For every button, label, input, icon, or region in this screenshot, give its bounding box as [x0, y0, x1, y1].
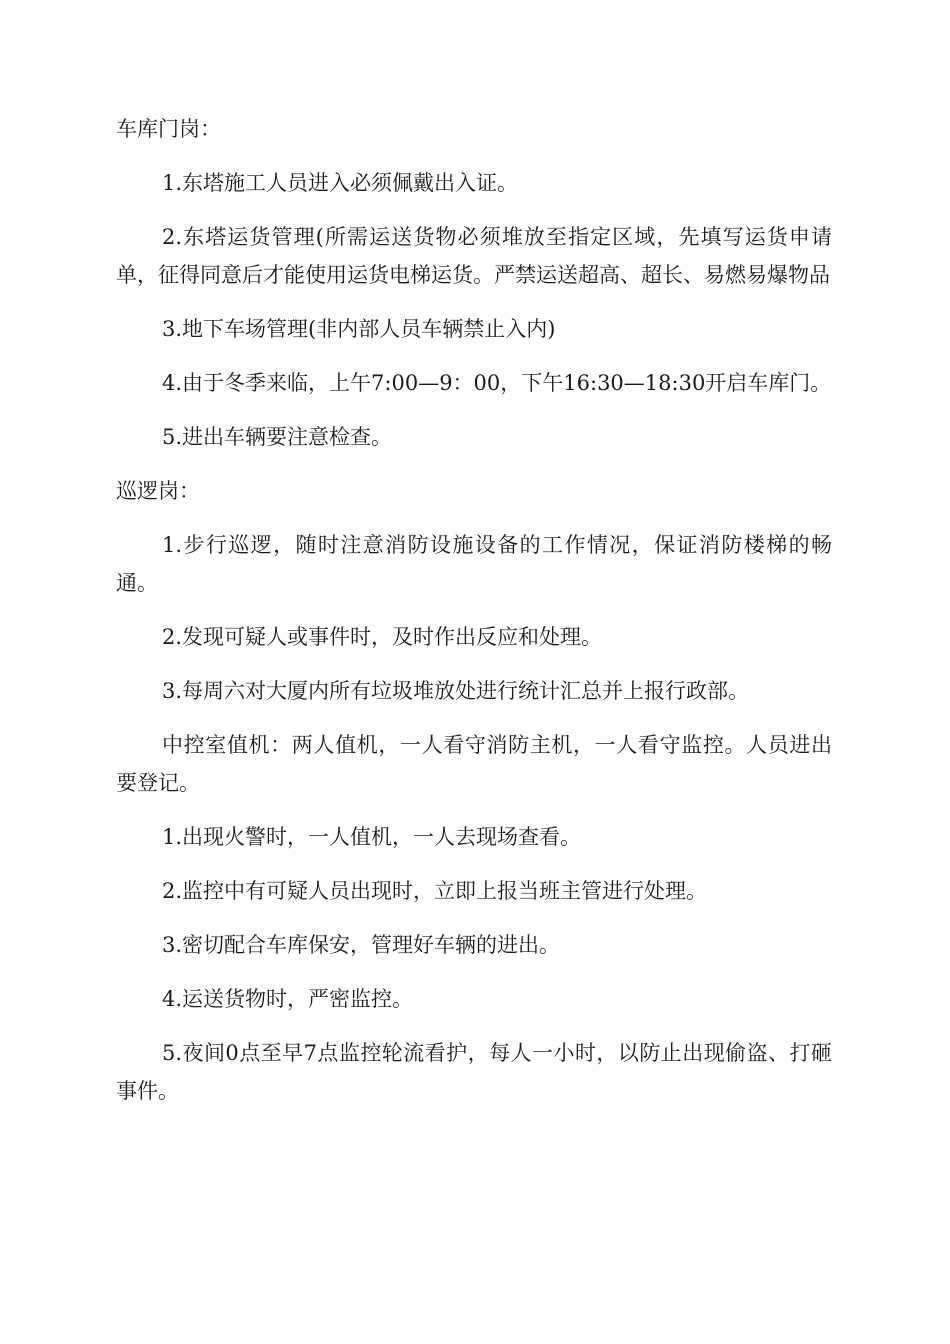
section-heading-garage-gate: 车库门岗：	[116, 117, 221, 141]
garage-gate-item-4: 4.由于冬季来临，上午7:00—9：00，下午16:30—18:30开启车库门。	[162, 371, 832, 395]
control-room-item-4: 4.运送货物时，严密监控。	[162, 987, 414, 1011]
garage-gate-item-2: 2.东塔运货管理(所需运送货物必须堆放至指定区域，先填写运货申请单，征得同意后才能使用运货电梯运货。严禁运送超高、超长、易燃易爆物品	[116, 225, 832, 287]
patrol-item-3: 3.每周六对大厦内所有垃圾堆放处进行统计汇总并上报行政部。	[162, 679, 750, 703]
garage-gate-item-1: 1.东塔施工人员进入必须佩戴出入证。	[162, 171, 519, 195]
garage-gate-item-5: 5.进出车辆要注意检查。	[162, 425, 393, 449]
control-room-item-1: 1.出现火警时，一人值机，一人去现场查看。	[162, 825, 582, 849]
control-room-item-3: 3.密切配合车库保安，管理好车辆的进出。	[162, 933, 561, 957]
patrol-item-2: 2.发现可疑人或事件时，及时作出反应和处理。	[162, 625, 603, 649]
control-room-intro: 中控室值机：两人值机，一人看守消防主机，一人看守监控。人员进出要登记。	[116, 733, 832, 795]
section-heading-patrol: 巡逻岗：	[116, 479, 200, 503]
document-body	[116, 110, 832, 1126]
garage-gate-item-3: 3.地下车场管理(非内部人员车辆禁止入内)	[162, 317, 556, 341]
control-room-item-5: 5.夜间0点至早7点监控轮流看护，每人一小时，以防止出现偷盗、打砸事件。	[116, 1041, 832, 1103]
patrol-item-1: 1.步行巡逻，随时注意消防设施设备的工作情况，保证消防楼梯的畅通。	[116, 533, 832, 595]
control-room-item-2: 2.监控中有可疑人员出现时，立即上报当班主管进行处理。	[162, 879, 708, 903]
